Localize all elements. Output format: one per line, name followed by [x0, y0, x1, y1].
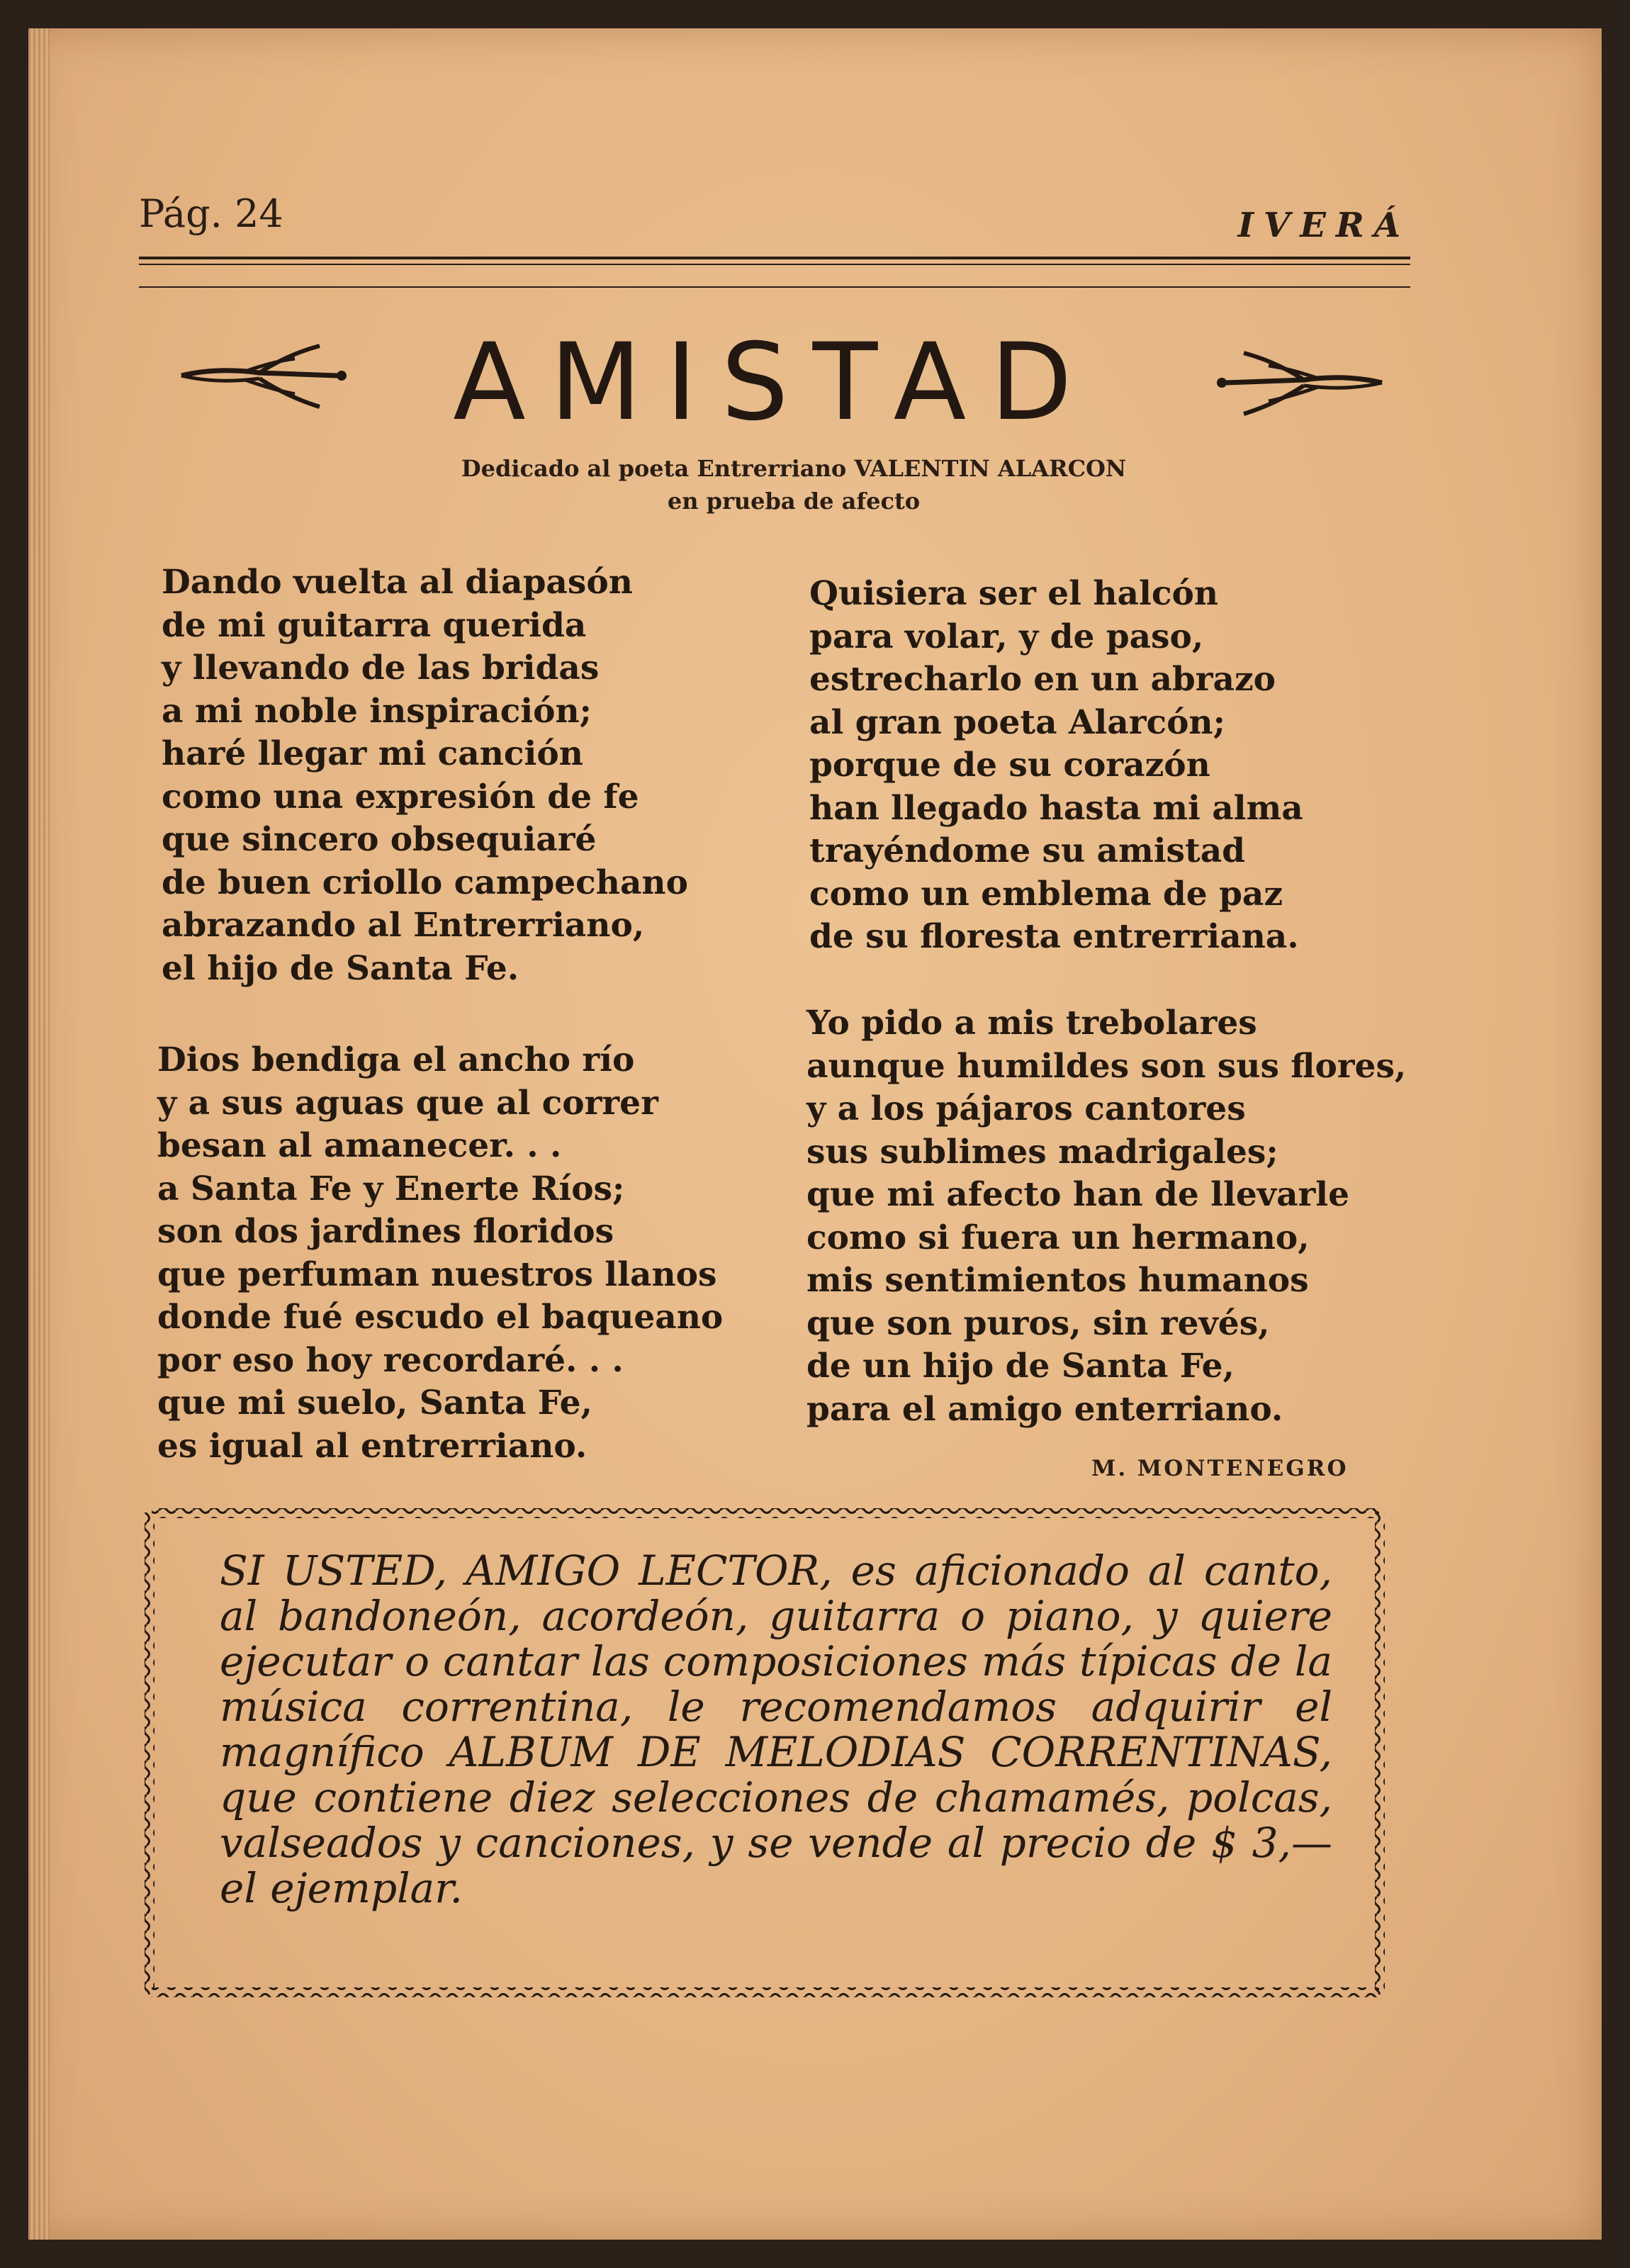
verse-line: que perfuman nuestros llanos	[157, 1254, 717, 1294]
dedication-line-1: Dedicado al poeta Entrerriano VALENTIN ALARCON	[461, 455, 1127, 482]
verse-line: trayéndome su amistad	[809, 831, 1246, 870]
magazine-name: IVERÁ	[1237, 206, 1410, 245]
verse-line: y a sus aguas que al correr	[157, 1083, 658, 1123]
header-rule-thick	[139, 257, 1410, 259]
verse-line: porque de su corazón	[809, 746, 1210, 785]
verse-line: de buen criollo campechano	[162, 863, 688, 902]
right-ornament-icon	[1212, 340, 1389, 425]
verse-line: al gran poeta Alarcón;	[809, 702, 1225, 742]
page-edge-stack	[28, 28, 50, 2240]
verse-line: Yo pido a mis trebolares	[806, 1004, 1257, 1043]
stanza-4	[806, 1002, 1406, 1431]
advertisement-box	[142, 1505, 1389, 2002]
verse-line: como si fuera un hermano,	[806, 1218, 1310, 1257]
verse-line: a Santa Fe y Enerte Ríos;	[157, 1169, 625, 1208]
verse-line: el hijo de Santa Fe.	[162, 948, 519, 988]
verse-line: sus sublimes madrigales;	[806, 1132, 1278, 1172]
verse-line: son dos jardines floridos	[157, 1212, 614, 1251]
verse-line: estrecharlo en un abrazo	[809, 660, 1276, 699]
advertisement-text: SI USTED, AMIGO LECTOR, es aficionado al canto, al bandoneón, acordeón, guitarra o piano, y quiere ejecutar o cantar las composiciones más típicas de la música correntina, le recomendamos adquirir el magnífico ALBUM DE MELODIAS CORRENTINAS, que contiene diez selecciones de chamamés, polcas, valseados y canciones, y se vende al precio de $ 3,— el ejemplar.	[220, 1546, 1332, 1912]
verse-line: que mi suelo, Santa Fe,	[157, 1383, 592, 1422]
verse-line: para volar, y de paso,	[809, 617, 1204, 656]
stanza-3	[809, 573, 1303, 959]
verse-line: a mi noble inspiración;	[162, 691, 592, 731]
verse-line: besan al amanecer. . .	[157, 1126, 562, 1165]
verse-line: abrazando al Entrerriano,	[162, 906, 645, 945]
header-rule-lower	[139, 286, 1410, 288]
verse-line: de mi guitarra querida	[162, 605, 587, 645]
verse-line: que son puros, sin revés,	[806, 1303, 1270, 1343]
verse-line: donde fué escudo el baqueano	[157, 1298, 724, 1337]
verse-line: haré llegar mi canción	[162, 734, 583, 773]
verse-line: Quisiera ser el halcón	[809, 574, 1218, 613]
verse-line: por eso hoy recordaré. . .	[157, 1340, 624, 1380]
page-number: Pág. 24	[139, 191, 283, 236]
verse-line: Dando vuelta al diapasón	[162, 563, 633, 602]
stanza-1	[162, 561, 688, 990]
verse-line: de un hijo de Santa Fe,	[806, 1347, 1235, 1386]
verse-line: mis sentimientos humanos	[806, 1261, 1309, 1300]
dedication	[298, 452, 1290, 517]
verse-line: y llevando de las bridas	[162, 649, 600, 687]
verse-line: han llegado hasta mi alma	[809, 788, 1303, 828]
stanza-2	[157, 1039, 723, 1468]
verse-line: que sincero obsequiaré	[162, 820, 597, 859]
verse-line: como un emblema de paz	[809, 874, 1283, 914]
verse-line: aunque humildes son sus flores,	[806, 1046, 1407, 1086]
verse-line: que mi afecto han de llevarle	[806, 1175, 1350, 1214]
verse-line: y a los pájaros cantores	[806, 1089, 1246, 1128]
header-rule-thin	[139, 264, 1410, 265]
dedication-line-2: en prueba de afecto	[667, 488, 921, 515]
verse-line: Dios bendiga el ancho río	[157, 1040, 635, 1079]
verse-line: para el amigo enterriano.	[806, 1389, 1283, 1429]
verse-line: de su floresta entrerriana.	[809, 917, 1299, 956]
poem-author: M. MONTENEGRO	[1091, 1456, 1349, 1481]
verse-line: como una expresión de fe	[162, 777, 639, 816]
title-row	[139, 321, 1410, 444]
poem-title: AMISTAD	[453, 321, 1096, 444]
verse-line: es igual al entrerriano.	[157, 1426, 588, 1466]
